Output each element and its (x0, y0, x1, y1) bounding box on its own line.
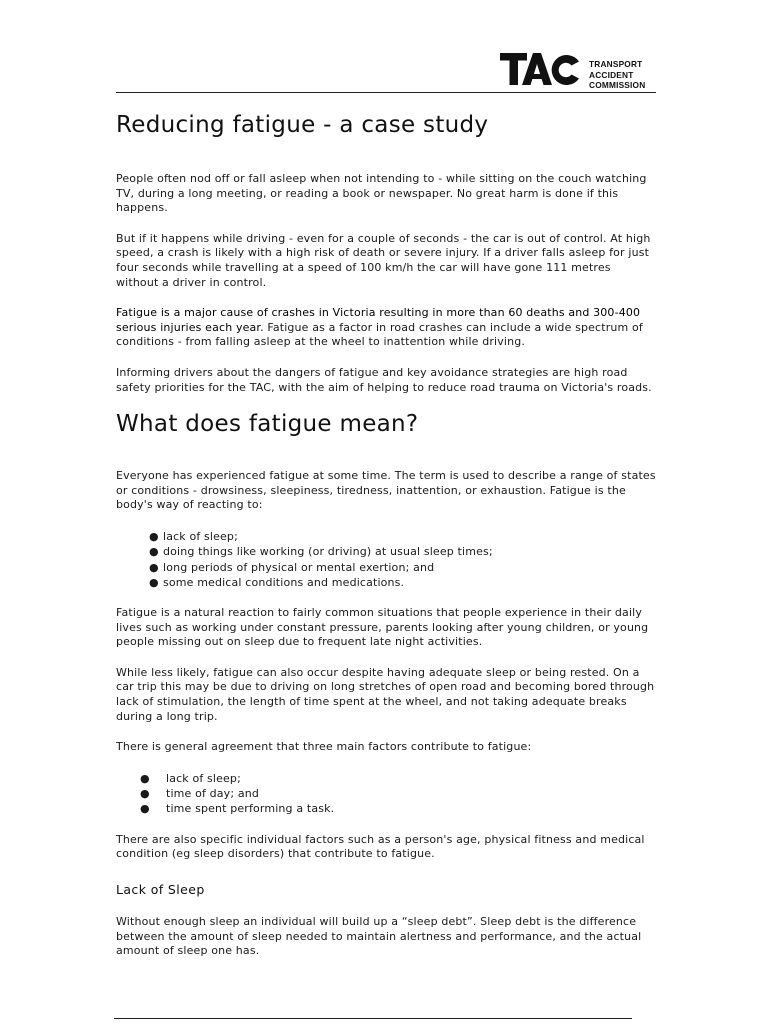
agreement-paragraph: There is general agreement that three main factors contribute to fatigue: (116, 740, 532, 754)
list-item: ● doing things like working (or driving) at usual sleep times; (149, 545, 493, 559)
sleep-debt-paragraph: Without enough sleep an individual will build up a “sleep debt”. Sleep debt is the difference between the amount of sleep needed to maintain alertness and performance, and the actual amount of sleep one has. (116, 914, 642, 958)
section-heading-fatigue-meaning: What does fatigue mean? (116, 411, 419, 438)
individual-factors-paragraph: There are also specific individual factors such as a person's age, physical fitness and medical condition (eg sleep disorders) that contribute to fatigue. (116, 832, 645, 861)
bullet-icon: ● (149, 575, 159, 589)
page-title: Reducing fatigue - a case study (116, 112, 489, 138)
list-item: ● lack of sleep; (149, 529, 238, 543)
bullet-icon: ● (140, 802, 150, 816)
logo-line-accident: ACCIDENT (589, 69, 634, 80)
bullet-icon: ● (149, 529, 159, 543)
emphasis-statement: Fatigue is a major cause of crashes in Victoria resulting in more than 60 deaths and 300-400 serious injuries each year. (116, 306, 641, 334)
footer-divider (114, 1018, 632, 1019)
meaning-paragraph: Everyone has experienced fatigue at some time. The term is used to describe a range of states or conditions - drowsiness, sleepiness, tiredness, inattention, or exhaustion. Fatigue is the body's way of reacting to: (116, 469, 656, 512)
header-divider (116, 92, 656, 93)
list-item: ● lack of sleep; (140, 771, 241, 785)
page-header (116, 44, 656, 94)
list-item: ● some medical conditions and medications. (149, 575, 405, 589)
bullet-icon: ● (140, 787, 150, 801)
informing-paragraph: Informing drivers about the dangers of fatigue and key avoidance strategies are high road safety priorities for the TAC, with the aim of helping to reduce road trauma on Victoria's roads. (116, 365, 652, 394)
logo-line-commission: COMMISSION (589, 80, 646, 90)
logo-line-transport: TRANSPORT (589, 59, 643, 69)
tac-logo-mark (500, 52, 580, 88)
factors-list (116, 771, 656, 817)
emphasis-paragraph (116, 306, 656, 350)
bullet-icon: ● (140, 771, 150, 785)
natural-reaction-paragraph: Fatigue is a natural reaction to fairly common situations that people experience in their daily lives such as working under constant pressure, parents looking after young children, or young people missing out on sleep due to frequent late night activities. (116, 606, 649, 649)
intro-paragraph-2: But if it happens while driving - even for a couple of seconds - the car is out of control. At high speed, a crash is likely with a high risk of death or severe injury. If a driver falls asleep for just four seconds while travelling at a speed of 100 km/h the car will have gone 111 metres without a driver in control. (116, 231, 651, 289)
less-likely-paragraph: While less likely, fatigue can also occur despite having adequate sleep or being rested. On a car trip this may be due to driving on long stretches of open road and becoming bored through lack of stimulation, the length of time spent at the wheel, and not taking adequate breaks during a long trip. (116, 665, 655, 723)
list-item: ● long periods of physical or mental exertion; and (149, 560, 435, 574)
bullet-icon: ● (149, 545, 159, 559)
document-body (116, 112, 656, 975)
list-item: ● time of day; and (140, 787, 259, 801)
subheading-lack-of-sleep: Lack of Sleep (116, 881, 205, 897)
intro-paragraph-1: People often nod off or fall asleep when not intending to - while sitting on the couch watching TV, during a long meeting, or reading a book or newspaper. No great harm is done if this happens. (116, 172, 647, 215)
emphasis-rest: Fatigue as a factor in road crashes can include a wide spectrum of conditions - from falling asleep at the wheel to inattention while driving. (116, 320, 643, 349)
tac-logo-text (589, 59, 645, 91)
tac-logo (500, 52, 660, 88)
bullet-icon: ● (149, 560, 159, 574)
reactions-list (116, 529, 656, 590)
list-item: ● time spent performing a task. (140, 802, 335, 816)
